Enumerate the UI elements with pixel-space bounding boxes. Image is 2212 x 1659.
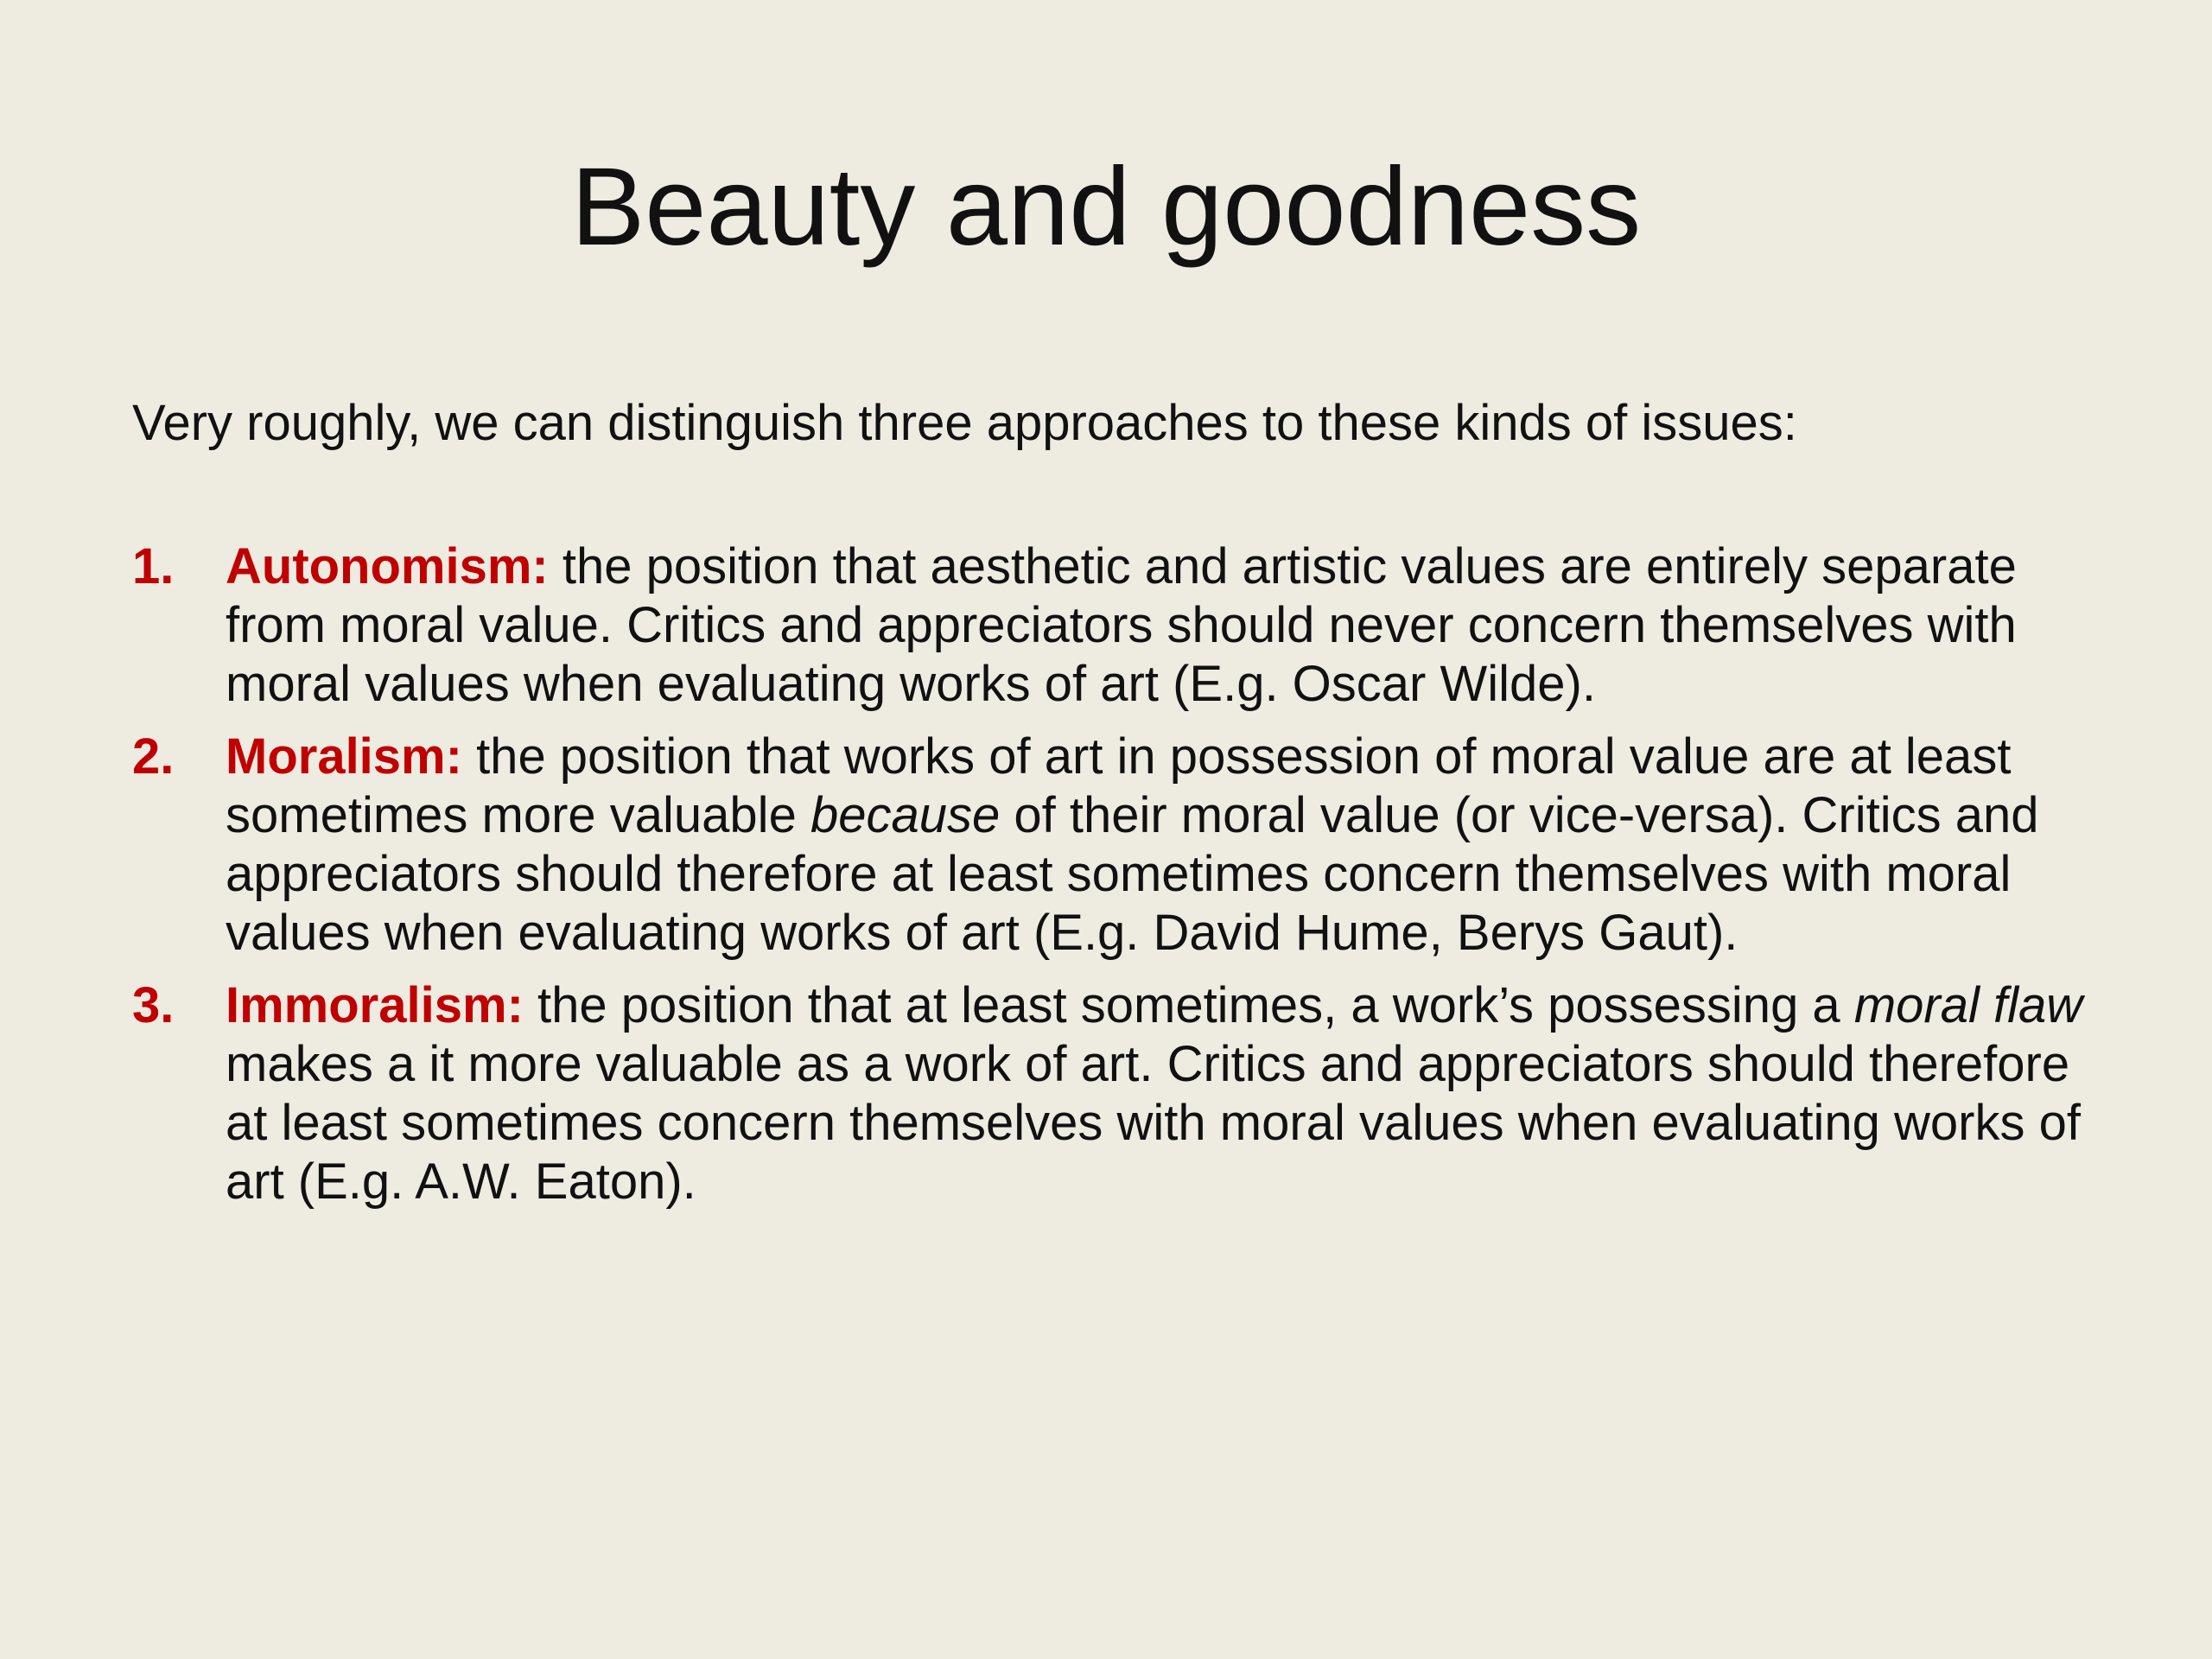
position-number: 1. — [132, 538, 175, 594]
position-description: the position that works of art in possession of moral value are at least sometimes more valuable — [226, 728, 2012, 843]
position-term: Moralism: — [226, 728, 462, 785]
position-description-continued: of their moral value (or vice-versa). Critics and appreciators should therefore at least sometimes concern themselves with moral values when evaluating works of art (E.g. David Hume, Berys Gaut). — [226, 787, 2039, 961]
position-immoralism — [132, 976, 2094, 1211]
position-number: 3. — [132, 977, 175, 1033]
position-term: Autonomism: — [226, 538, 549, 594]
position-description: the position that aesthetic and artistic values are entirely separate from moral value. Critics and appreciators should never concern themselves with moral values when evaluating works of art (E.g. Oscar Wilde). — [226, 538, 2017, 712]
positions-list — [132, 537, 2094, 1225]
position-description-continued: makes a it more valuable as a work of art. Critics and appreciators should therefore at least sometimes concern themselves with moral values when evaluating works of art (E.g. A.W. Eaton). — [226, 1036, 2081, 1210]
slide-title: Beauty and goodness — [570, 145, 1642, 269]
position-moralism — [132, 728, 2094, 963]
position-emphasis: moral flaw — [1853, 977, 2083, 1033]
intro-text: Very roughly, we can distinguish three approaches to these kinds of issues: — [132, 395, 1797, 451]
position-emphasis: because — [810, 787, 1001, 843]
position-number: 2. — [132, 728, 175, 785]
position-term: Immoralism: — [226, 977, 524, 1033]
position-autonomism — [132, 537, 2094, 714]
position-description: the position that at least sometimes, a work’s possessing a — [523, 977, 1854, 1033]
